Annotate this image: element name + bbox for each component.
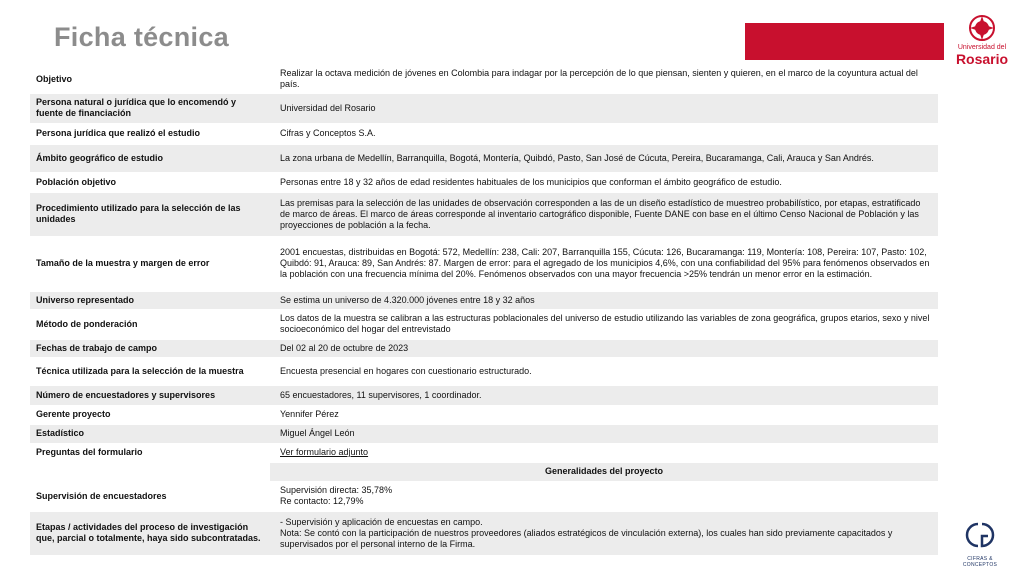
cifras-conceptos-monogram-icon <box>960 520 1000 550</box>
row-tecnica <box>30 357 938 385</box>
row-label: Fechas de trabajo de campo <box>30 339 270 357</box>
row-etapas <box>30 511 938 555</box>
row-label: Supervisión de encuestadores <box>30 481 270 511</box>
row-label: Técnica utilizada para la selección de la muestra <box>30 357 270 385</box>
row-label: Población objetivo <box>30 172 270 192</box>
row-gerente <box>30 405 938 424</box>
row-value: Realizar la octava medición de jóvenes en Colombia para indagar por la percepción de lo que piensan, sienten y quieren, en el marco de la coyuntura actual del país. <box>270 66 938 93</box>
row-supervision <box>30 481 938 511</box>
page-title: Ficha técnica <box>54 22 229 52</box>
universidad-rosario-logo <box>952 14 1012 66</box>
section-title: Generalidades del proyecto <box>270 462 938 481</box>
header-red-bar <box>745 23 944 60</box>
logo-line1: Universidad del <box>957 44 1007 51</box>
row-label: Número de encuestadores y supervisores <box>30 385 270 405</box>
row-value: La zona urbana de Medellín, Barranquilla, Bogotá, Montería, Quibdó, Pasto, San José de Cúcuta, Pereira, Bucaramanga, Cali, Arauca y San Andrés. <box>270 144 938 172</box>
row-label: Etapas / actividades del proceso de investigación que, parcial o totalmente, haya sido subcontratadas. <box>30 511 270 555</box>
row-ambito <box>30 144 938 172</box>
row-realizo <box>30 123 938 144</box>
rosario-crest-icon <box>968 14 996 42</box>
row-value-line: Supervisión directa: 35,78% <box>280 485 393 495</box>
row-label: Persona jurídica que realizó el estudio <box>30 123 270 144</box>
formulario-link[interactable]: Ver formulario adjunto <box>280 447 369 457</box>
row-label: Objetivo <box>30 66 270 93</box>
row-value-line: Re contacto: 12,79% <box>280 496 364 506</box>
row-encuestadores <box>30 385 938 405</box>
row-fechas <box>30 339 938 357</box>
row-tamano <box>30 236 938 291</box>
row-label: Persona natural o jurídica que lo encomendó y fuente de financiación <box>30 93 270 123</box>
row-value: Se estima un universo de 4.320.000 jóvenes entre 18 y 32 años <box>270 291 938 309</box>
row-value: 2001 encuestas, distribuidas en Bogotá: 572, Medellín: 238, Cali: 207, Barranquilla 155, Cúcuta: 126, Bucaramanga: 119, Montería: 108, Pereira: 107, Pasto: 102, Quibdó: 91, Arauca: 89, San Andrés: 87. Margen de error: para el agregado de los municipios 4,6%, con una confiabilidad del 95% para fenómenos observados en la población con una frecuencia mínima del 20%. Fenómenos observados con una mayor frecuencia >25% tendrán un menor error en la estimación. <box>270 236 938 291</box>
row-preguntas <box>30 443 938 462</box>
cifras-conceptos-logo <box>950 520 1010 568</box>
row-estadistico <box>30 424 938 443</box>
row-label: Procedimiento utilizado para la selección de las unidades <box>30 192 270 236</box>
row-value: Encuesta presencial en hogares con cuestionario estructurado. <box>270 357 938 385</box>
row-ponderacion <box>30 309 938 339</box>
row-label: Ámbito geográfico de estudio <box>30 144 270 172</box>
row-poblacion <box>30 172 938 192</box>
row-label: Universo representado <box>30 291 270 309</box>
row-value: Las premisas para la selección de las unidades de observación corresponden a las de un diseño estadístico de muestreo probabilístico, por etapas, estratificado de marco de áreas. El marco de áreas corresponde al inventario cartográfico disponible, Fuente DANE con base en el último Censo Nacional de Población y las proyecciones de población a la fecha. <box>270 192 938 236</box>
row-label: Tamaño de la muestra y margen de error <box>30 236 270 291</box>
row-objetivo <box>30 66 938 93</box>
row-value: 65 encuestadores, 11 supervisores, 1 coordinador. <box>270 385 938 405</box>
row-universo <box>30 291 938 309</box>
row-encomendo <box>30 93 938 123</box>
row-value: Yennifer Pérez <box>270 405 938 424</box>
row-value: Miguel Ángel León <box>270 424 938 443</box>
row-value-line: Nota: Se contó con la participación de nuestros proveedores (aliados estratégicos de vinculación externa), los cuales han sido previamente capacitados y supervisados por el personal interno de la Firma. <box>280 527 893 549</box>
row-value-line: - Supervisión y aplicación de encuestas en campo. <box>280 516 483 527</box>
row-value: Personas entre 18 y 32 años de edad residentes habituales de los municipios que conforman el ámbito geográfico de estudio. <box>270 172 938 192</box>
row-label: Método de ponderación <box>30 309 270 339</box>
logo-line2: Rosario <box>955 51 1009 67</box>
row-value: Los datos de la muestra se calibran a las estructuras poblacionales del universo de estudio utilizando las variables de zona geográfica, grupos etarios, sexo y nivel socioeconómico del hogar del entrevistado <box>270 309 938 339</box>
row-label: Gerente proyecto <box>30 405 270 424</box>
logo-cc-name: CIFRAS & CONCEPTOS <box>962 556 998 568</box>
row-label: Estadístico <box>30 424 270 443</box>
row-value: Cifras y Conceptos S.A. <box>270 123 938 144</box>
row-label: Preguntas del formulario <box>30 443 270 462</box>
ficha-tecnica-table <box>30 66 938 556</box>
row-value: Del 02 al 20 de octubre de 2023 <box>270 339 938 357</box>
row-value: Universidad del Rosario <box>270 93 938 123</box>
row-section-header <box>30 462 938 481</box>
row-procedimiento <box>30 192 938 236</box>
